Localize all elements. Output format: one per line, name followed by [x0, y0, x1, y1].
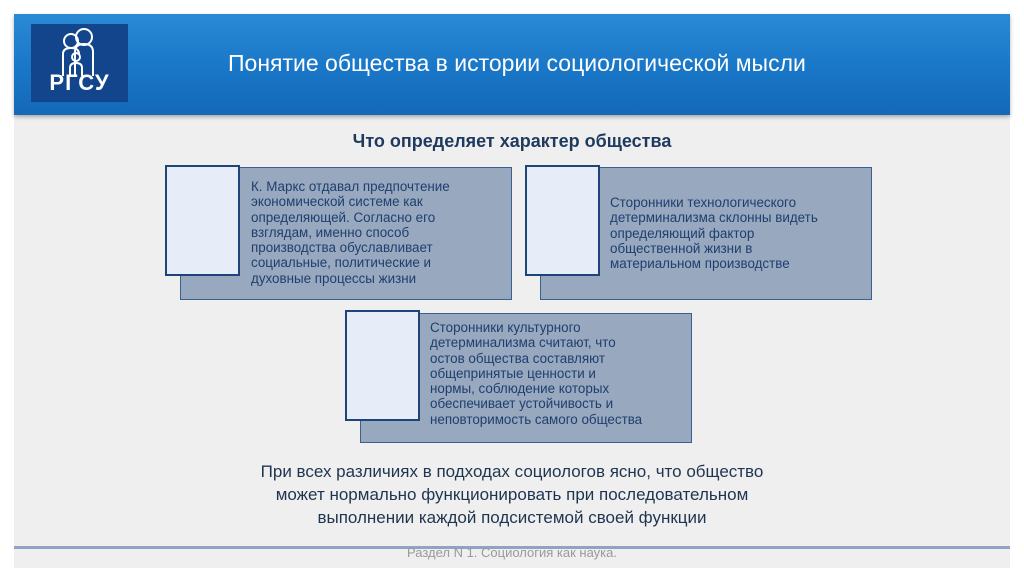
- card-marx-marker: [165, 165, 240, 276]
- card-cultural-marker: [345, 310, 420, 421]
- card-technological-marker: [525, 165, 600, 276]
- card-cultural-text: Сторонники культурного детерминализма считают, что остов общества составляют общепринятые ценности и нормы, соблюдение которых обеспечивает устойчивость и неповторимость самого общества: [430, 320, 643, 427]
- page-title: Понятие общества в истории социологической мысли: [228, 50, 806, 76]
- rgsu-logo: [31, 24, 128, 102]
- conclusion-text: При всех различиях в подходах социологов ясно, что общество может нормально функционировать при последовательном выполнении каждой подсистемой своей функции: [260, 462, 764, 527]
- footer-text: Раздел N 1. Социология как наука.: [407, 545, 617, 560]
- section-subtitle: Что определяет характер общества: [352, 131, 672, 151]
- card-marx-text: К. Маркс отдавал предпочтение экономической системе как определяющей. Согласно его взглядам, именно способ производства обуславливает социальные, политические и духовные процессы жизни: [251, 179, 450, 286]
- card-technological-text: Сторонники технологического детерминализма склонны видеть определяющий фактор общественной жизни в материальном производстве: [610, 195, 818, 272]
- logo-text: РГСУ: [49, 70, 110, 95]
